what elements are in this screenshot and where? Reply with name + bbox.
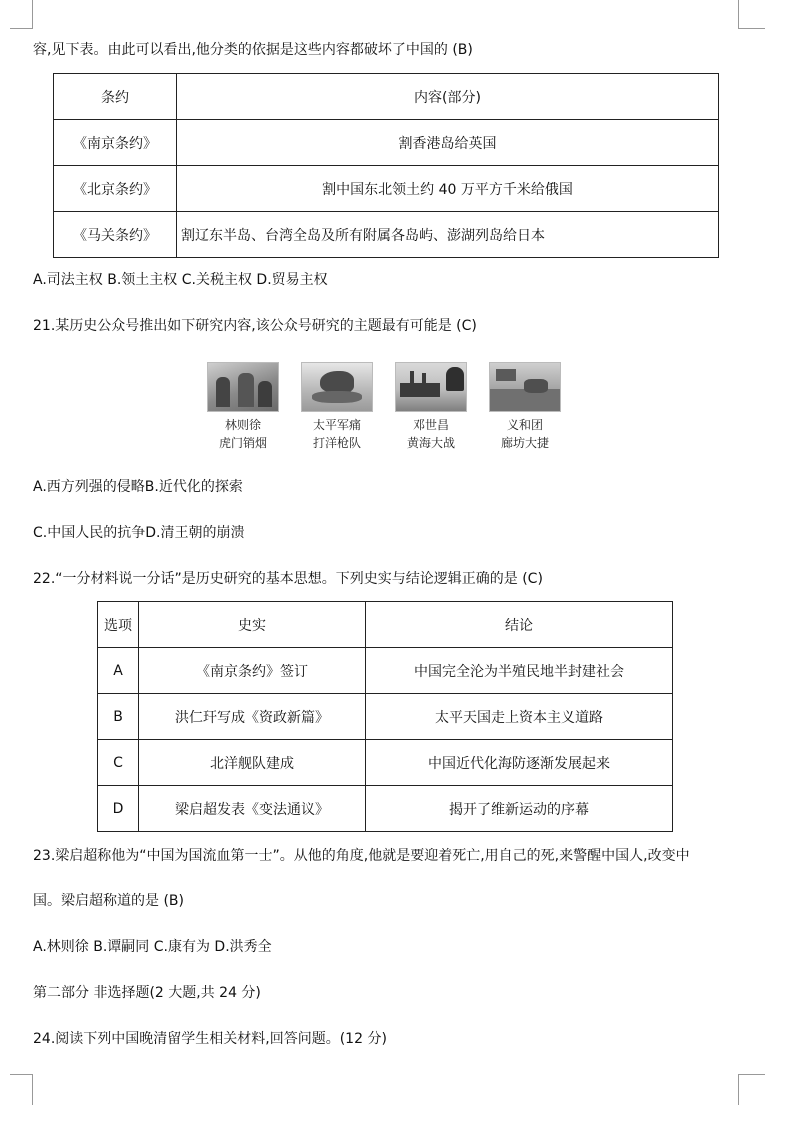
table-row: [98, 786, 673, 832]
table-cell: B: [98, 694, 139, 740]
table-row: [54, 166, 719, 212]
table-cell: 《马关条约》: [54, 212, 177, 258]
table-cell: 《南京条约》签订: [139, 648, 366, 694]
question-21-option-cd: C.中国人民的抗争D.清王朝的崩溃: [33, 525, 245, 541]
history-pictures: [207, 362, 567, 452]
treaty-table: [53, 73, 719, 258]
table-row: [54, 120, 719, 166]
question-21-option-ab: A.西方列强的侵略B.近代化的探索: [33, 479, 243, 495]
table-row: [98, 694, 673, 740]
crop-mark-bottom-left: [10, 1074, 33, 1105]
photo-taiping-army: [301, 362, 373, 412]
table-header-cell: 条约: [54, 74, 177, 120]
crop-mark-top-left: [10, 0, 33, 29]
table-row: [54, 212, 719, 258]
section-heading: 第二部分 非选择题(2 大题,共 24 分): [33, 985, 261, 1001]
question-23-options: A.林则徐 B.谭嗣同 C.康有为 D.洪秀全: [33, 939, 272, 955]
picture-caption: 义和团 廊坊大捷: [500, 418, 549, 450]
table-row: [98, 602, 673, 648]
photo-deng-shichang: [395, 362, 467, 412]
table-cell: A: [98, 648, 139, 694]
picture-caption: 邓世昌 黄海大战: [406, 418, 455, 450]
picture-item: [489, 362, 561, 452]
picture-caption: 太平军痛 打洋枪队: [312, 418, 361, 450]
table-cell: 揭开了维新运动的序幕: [366, 786, 673, 832]
question-24-stem: 24.阅读下列中国晚清留学生相关材料,回答问题。(12 分): [33, 1031, 387, 1047]
photo-boxers: [489, 362, 561, 412]
table-cell: 割香港岛给英国: [177, 120, 719, 166]
fact-conclusion-table: [97, 601, 673, 832]
question-20-options: A.司法主权 B.领土主权 C.关税主权 D.贸易主权: [33, 272, 328, 288]
photo-lin-zexu: [207, 362, 279, 412]
table-cell: 北洋舰队建成: [139, 740, 366, 786]
table-cell: C: [98, 740, 139, 786]
table-cell: 中国近代化海防逐渐发展起来: [366, 740, 673, 786]
crop-mark-top-right: [738, 0, 765, 29]
crop-mark-bottom-right: [738, 1074, 765, 1105]
picture-item: [301, 362, 373, 452]
table-header-cell: 史实: [139, 602, 366, 648]
table-cell: 洪仁玕写成《资政新篇》: [139, 694, 366, 740]
picture-item: [395, 362, 467, 452]
table-header-cell: 选项: [98, 602, 139, 648]
picture-item: [207, 362, 279, 452]
table-row: [54, 74, 719, 120]
table-cell: 中国完全沦为半殖民地半封建社会: [366, 648, 673, 694]
table-cell: 《北京条约》: [54, 166, 177, 212]
table-cell: 《南京条约》: [54, 120, 177, 166]
question-22-stem: 22.“一分材料说一分话”是历史研究的基本思想。下列史实与结论逻辑正确的是 (C): [33, 571, 543, 587]
table-cell: 割辽东半岛、台湾全岛及所有附属各岛屿、澎湖列岛给日本: [177, 212, 719, 258]
table-cell: 割中国东北领土约 40 万平方千米给俄国: [177, 166, 719, 212]
table-cell: 太平天国走上资本主义道路: [366, 694, 673, 740]
question-23-stem-cont: 国。梁启超称道的是 (B): [33, 893, 184, 909]
question-21-stem: 21.某历史公众号推出如下研究内容,该公众号研究的主题最有可能是 (C): [33, 318, 477, 334]
question-20-stem-end: 容,见下表。由此可以看出,他分类的依据是这些内容都破坏了中国的 (B): [33, 42, 473, 58]
question-23-stem: 23.梁启超称他为“中国为国流血第一士”。从他的角度,他就是要迎着死亡,用自己的死,来警醒中国人,改变中: [33, 848, 690, 864]
table-cell: D: [98, 786, 139, 832]
table-header-cell: 结论: [366, 602, 673, 648]
table-header-cell: 内容(部分): [177, 74, 719, 120]
table-row: [98, 740, 673, 786]
table-cell: 梁启超发表《变法通议》: [139, 786, 366, 832]
table-row: [98, 648, 673, 694]
picture-caption: 林则徐 虎门销烟: [218, 418, 267, 450]
